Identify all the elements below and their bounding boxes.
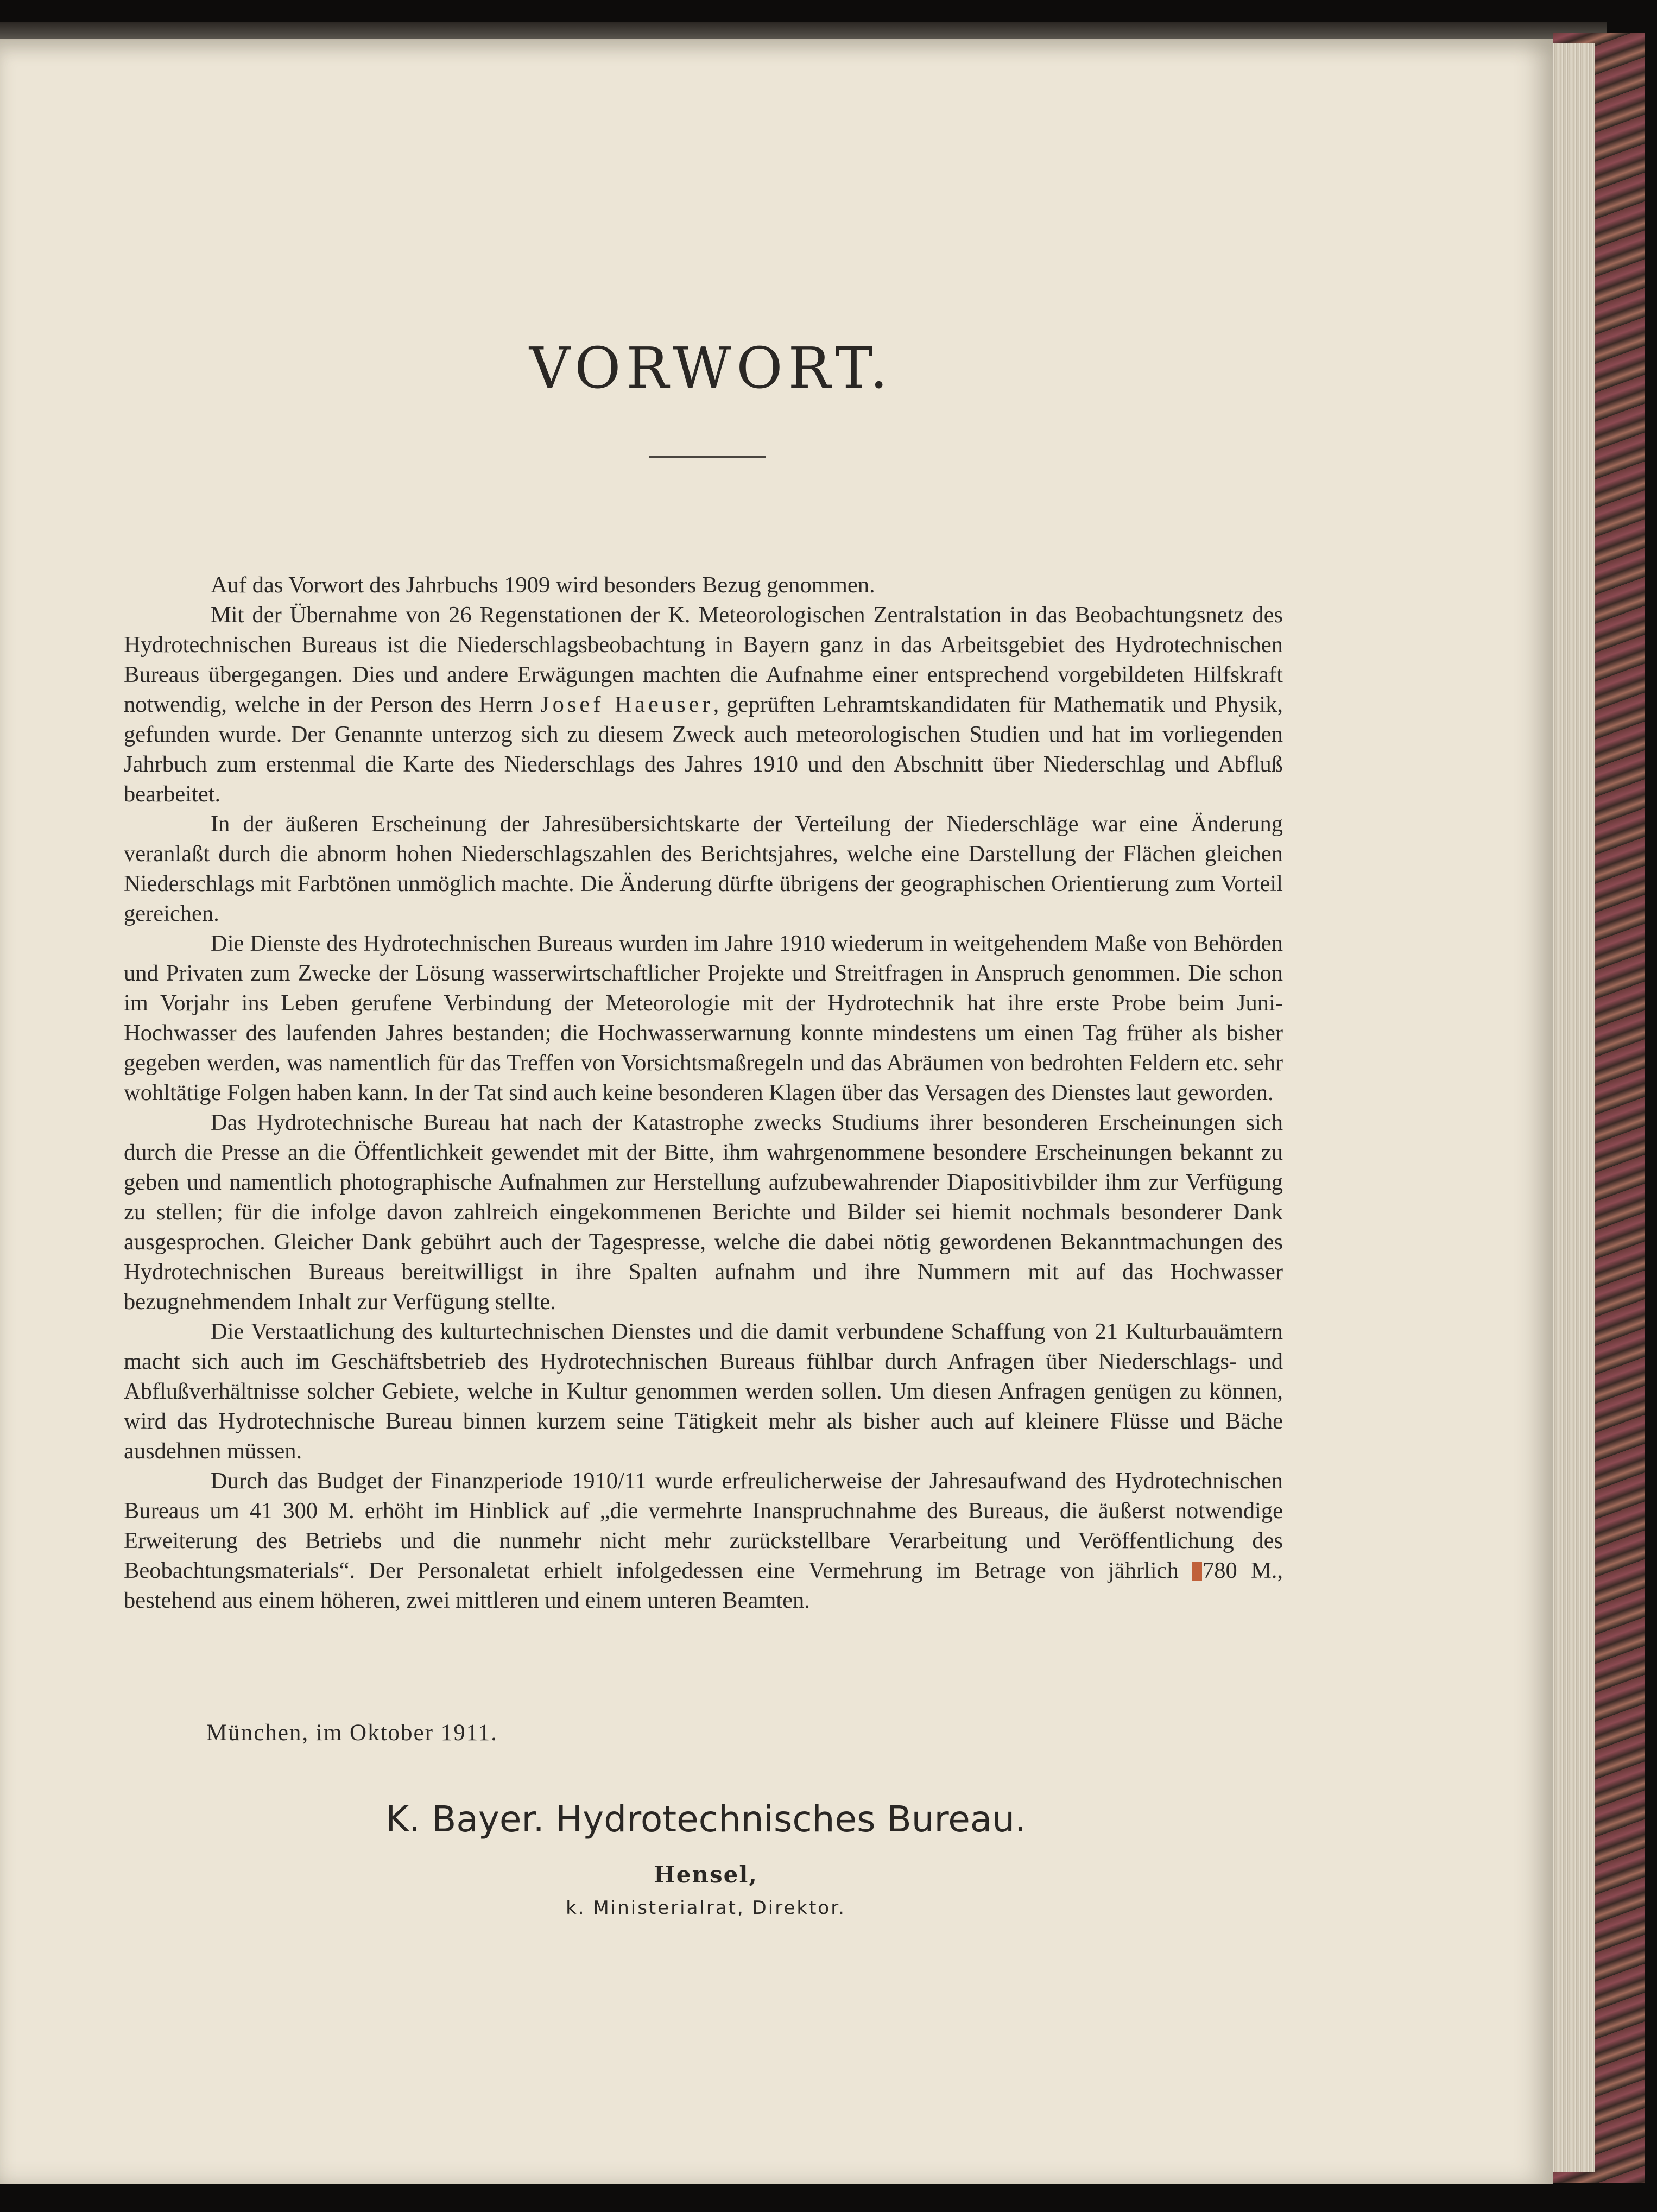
organization-name: K. Bayer. Hydrotechnisches Bureau.: [385, 1798, 1027, 1840]
title-divider: [649, 456, 766, 458]
signer-name: Hensel,: [654, 1861, 758, 1888]
book-page: [0, 39, 1553, 2184]
page-title: VORWORT.: [529, 335, 894, 401]
paragraph-7-text-a: Durch das Budget der Finanzperiode 1910/11 wurde erfreulicherweise der Jahresaufwand des Hydrotechnischen Bureaus um 41 300 M. erhöht im Hinblick auf „die vermehrte Inanspruchnahme des Bureaus, die äußerst notwendige Erweiterung des Betriebs und die nunmehr nicht mehr zurückstellbare Verarbeitung und Veröffentlichung des Beobachtungsmaterials“. Der Personaletat erhielt infolgedessen eine Vermehrung im Betrage von jährlich: [124, 1468, 1283, 1583]
page-stack-edge: [1546, 43, 1595, 2172]
paragraph-5: Das Hydrotechnische Bureau hat nach der Katastrophe zwecks Studiums ihrer besonderen Erscheinungen sich durch die Presse an die Öffentlichkeit gewendet mit der Bitte, ihm wahrgenommene besondere Erscheinungen bekannt zu geben und namentlich photographische Aufnahmen zur Herstellung aufzubewahrender Diapositivbilder ihm zur Verfügung zu stellen; für die infolge davon zahlreich eingekommenen Berichte und Bilder sei hiemit nochmals besonderer Dank ausgesprochen. Gleicher Dank gebührt auch der Tagespresse, welche die dabei nötig gewordenen Bekanntmachungen des Hydrotechnischen Bureaus bereitwilligst in ihre Spalten aufnahm und ihre Nummern mit auf das Hochwasser bezugnehmendem Inhalt zur Verfügung stellte.: [124, 1110, 1283, 1314]
place-date: München, im Oktober 1911.: [206, 1720, 498, 1746]
paragraph-7: [124, 1466, 1283, 1615]
signer-role: k. Ministerialrat, Direktor.: [566, 1897, 846, 1919]
paragraph-2-text-a: Mit der Übernahme von 26 Regenstationen der K. Meteorologischen Zentralstation in das Beobachtungsnetz des Hydrotechnischen Bureaus ist die Niederschlagsbeobachtung in Bayern ganz in das Arbeitsgebiet des Hydrotechnischen Bureaus übergegangen. Dies und andere Erwägungen machten die Aufnahme einer entsprechend vorgebildeten Hilfskraft notwendig, welche in der Person des Herrn: [124, 602, 1283, 717]
preface-text: [124, 570, 1283, 1615]
paragraph-2: [124, 600, 1283, 809]
ink-stain: [1192, 1562, 1202, 1581]
paragraph-1: Auf das Vorwort des Jahrbuchs 1909 wird besonders Bezug genommen.: [211, 572, 875, 598]
paragraph-7-text-b: 780 M., bestehend aus einem höheren, zwei mittleren und einem unteren Beamten.: [124, 1558, 1283, 1613]
paragraph-3: In der äußeren Erscheinung der Jahresübersichtskarte der Verteilung der Niederschläge war eine Änderung veranlaßt durch die abnorm hohen Niederschlagszahlen des Berichtsjahres, welche eine Darstellung der Flächen gleichen Niederschlags mit Farbtönen unmöglich machte. Die Änderung dürfte übrigens der geographischen Orientierung zum Vorteil gereichen.: [124, 811, 1283, 926]
paragraph-4: Die Dienste des Hydrotechnischen Bureaus wurden im Jahre 1910 wiederum in weitgehendem Maße von Behörden und Privaten zum Zwecke der Lösung wasserwirtschaftlicher Projekte und Streitfragen in Anspruch genommen. Die schon im Vorjahr ins Leben gerufene Verbindung der Meteorologie mit der Hydrotechnik hat ihre erste Probe beim Juni-Hochwasser des laufenden Jahres bestanden; die Hochwasserwarnung konnte mindestens um einen Tag früher als bisher gegeben werden, was namentlich für das Treffen von Vorsichtsmaßregeln und das Abräumen von bedrohten Feldern etc. sehr wohltätige Folgen haben kann. In der Tat sind auch keine besonderen Klagen über das Versagen des Dienstes laut geworden.: [124, 931, 1283, 1105]
paragraph-6: Die Verstaatlichung des kulturtechnischen Dienstes und die damit verbundene Schaffung von 21 Kulturbauämtern macht sich auch im Geschäftsbetrieb des Hydrotechnischen Bureaus fühlbar durch Anfragen über Niederschlags- und Abflußverhältnisse solcher Gebiete, welche in Kultur genommen werden sollen. Um diesen Anfragen genügen zu können, wird das Hydrotechnische Bureau binnen kurzem seine Tätigkeit mehr als bisher auch auf kleinere Flüsse und Bäche ausdehnen müssen.: [124, 1319, 1283, 1464]
paragraph-2-name: Josef Haeuser: [540, 692, 713, 717]
paragraph-2-text-b: , geprüften Lehramtskandidaten für Mathematik und Physik, gefunden wurde. Der Genannte unterzog sich zu diesem Zweck auch meteorologischen Studien und hat im vorliegenden Jahrbuch zum erstenmal die Karte des Niederschlags des Jahres 1910 und den Abschnitt über Niederschlag und Abfluß bearbeitet.: [124, 692, 1283, 807]
